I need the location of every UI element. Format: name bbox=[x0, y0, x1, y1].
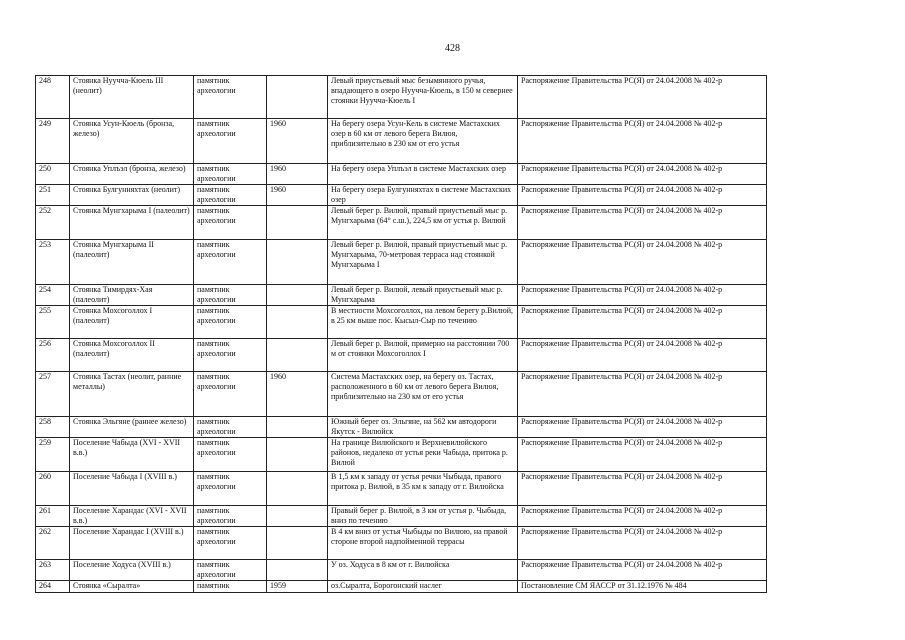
table-row bbox=[36, 285, 767, 306]
cell-number: 252 bbox=[36, 206, 70, 240]
cell-document: Распоряжение Правительства РС(Я) от 24.04.2008 № 402-р bbox=[518, 472, 767, 506]
cell-year bbox=[267, 472, 328, 506]
cell-location: На границе Вилюйского и Верхневилюйского районов, недалеко от устья реки Чабыда, притока р. Вилюй bbox=[328, 438, 518, 472]
page-number: 428 bbox=[445, 43, 460, 54]
cell-name: Стоянка Мунгхарыма I (палеолит) bbox=[70, 206, 194, 240]
cell-year: 1960 bbox=[267, 372, 328, 417]
cell-name: Поселение Чабыда I (XVIII в.) bbox=[70, 472, 194, 506]
cell-year bbox=[267, 560, 328, 581]
cell-location: В местности Мохсоголлох, на левом берегу р.Вилюй, в 25 км выше пос. Кысыл-Сыр по течению bbox=[328, 306, 518, 339]
table-row bbox=[36, 472, 767, 506]
cell-name: Стоянка Эльгяне (раннее железо) bbox=[70, 417, 194, 438]
cell-name: Стоянка Тимирдях-Хая (палеолит) bbox=[70, 285, 194, 306]
table-row bbox=[36, 581, 767, 593]
cell-location: В 4 км вниз от устья Чыбыды по Вилюю, на правой стороне второй надпойменной террасы bbox=[328, 527, 518, 560]
table-row bbox=[36, 240, 767, 285]
table-row bbox=[36, 527, 767, 560]
cell-document: Распоряжение Правительства РС(Я) от 24.04.2008 № 402-р bbox=[518, 417, 767, 438]
cell-name: Стоянка «Сыралта» bbox=[70, 581, 194, 593]
cell-document: Распоряжение Правительства РС(Я) от 24.04.2008 № 402-р bbox=[518, 339, 767, 372]
table-row bbox=[36, 560, 767, 581]
cell-number: 259 bbox=[36, 438, 70, 472]
cell-location: оз.Сыралта, Борогонский наслег bbox=[328, 581, 518, 593]
cell-location: Правый берег р. Вилюй, в 3 км от устья р. Чыбыда, вниз по течению bbox=[328, 506, 518, 527]
cell-year: 1960 bbox=[267, 185, 328, 206]
cell-year bbox=[267, 506, 328, 527]
cell-document: Распоряжение Правительства РС(Я) от 24.04.2008 № 402-р bbox=[518, 119, 767, 164]
cell-document: Распоряжение Правительства РС(Я) от 24.04.2008 № 402-р bbox=[518, 527, 767, 560]
cell-number: 251 bbox=[36, 185, 70, 206]
cell-number: 261 bbox=[36, 506, 70, 527]
cell-document: Распоряжение Правительства РС(Я) от 24.04.2008 № 402-р bbox=[518, 164, 767, 185]
cell-number: 253 bbox=[36, 240, 70, 285]
cell-name: Стоянка Мохсоголлох II (палеолит) bbox=[70, 339, 194, 372]
cell-type: памятник археологии bbox=[194, 560, 267, 581]
cell-location: Левый берег р. Вилюй, примерно на расстоянии 700 м от стоянки Мохсоголлох I bbox=[328, 339, 518, 372]
cell-number: 250 bbox=[36, 164, 70, 185]
cell-type: памятник археологии bbox=[194, 185, 267, 206]
cell-name: Стоянка Булгунняхтах (неолит) bbox=[70, 185, 194, 206]
cell-year bbox=[267, 285, 328, 306]
cell-type: памятник bbox=[194, 581, 267, 593]
cell-type: памятник археологии bbox=[194, 417, 267, 438]
cell-year bbox=[267, 306, 328, 339]
table-row bbox=[36, 417, 767, 438]
table-row bbox=[36, 76, 767, 119]
cell-year bbox=[267, 206, 328, 240]
cell-year: 1960 bbox=[267, 119, 328, 164]
table-row bbox=[36, 339, 767, 372]
cell-number: 260 bbox=[36, 472, 70, 506]
cell-name: Стоянка Уплъэл (бронза, железо) bbox=[70, 164, 194, 185]
cell-number: 249 bbox=[36, 119, 70, 164]
cell-name: Стоянка Мохсоголлох I (палеолит) bbox=[70, 306, 194, 339]
cell-year bbox=[267, 339, 328, 372]
cell-name: Стоянка Нуучча-Кюель III (неолит) bbox=[70, 76, 194, 119]
cell-document: Распоряжение Правительства РС(Я) от 24.04.2008 № 402-р bbox=[518, 306, 767, 339]
cell-location: На берегу озера Усун-Кель в системе Мастахских озер в 60 км от левого берега Вилюя, приблизительно в 230 км от его устья bbox=[328, 119, 518, 164]
cell-location: Левый приустьевый мыс безымянного ручья, впадающего в озеро Нуучча-Кюель, в 150 м севернее стоянки Нуучча-Кюель I bbox=[328, 76, 518, 119]
cell-number: 262 bbox=[36, 527, 70, 560]
cell-name: Поселение Харандас (XVI - XVII в.в.) bbox=[70, 506, 194, 527]
cell-document: Постановление СМ ЯАССР от 31.12.1976 № 484 bbox=[518, 581, 767, 593]
cell-type: памятник археологии bbox=[194, 240, 267, 285]
cell-location: Левый берег р. Вилюй, левый приустьевый мыс р. Мунгхарыма bbox=[328, 285, 518, 306]
cell-type: памятник археологии bbox=[194, 119, 267, 164]
cell-number: 263 bbox=[36, 560, 70, 581]
cell-name: Поселение Харандас I (XVIII в.) bbox=[70, 527, 194, 560]
cell-number: 254 bbox=[36, 285, 70, 306]
cell-location: На берегу озера Уплъэл в системе Мастахских озер bbox=[328, 164, 518, 185]
cell-location: На берегу озера Булгунняхтах в системе Мастахских озер bbox=[328, 185, 518, 206]
cell-year bbox=[267, 240, 328, 285]
cell-type: памятник археологии bbox=[194, 306, 267, 339]
cell-type: памятник археологии bbox=[194, 339, 267, 372]
cell-location: У оз. Ходуса в 8 км от г. Вилюйска bbox=[328, 560, 518, 581]
cell-year: 1959 bbox=[267, 581, 328, 593]
cell-location: Левый берег р. Вилюй, правый приустьевый мыс р. Мунгхарыма (64° с.ш.), 224,5 км от устья р. Вилюй bbox=[328, 206, 518, 240]
cell-name: Поселение Чабыда (XVI - XVII в.в.) bbox=[70, 438, 194, 472]
cell-year bbox=[267, 438, 328, 472]
cell-location: В 1,5 км к западу от устья речки Чыбыда, правого притока р. Вилюй, в 35 км к западу от г. Вилюйска bbox=[328, 472, 518, 506]
table-row bbox=[36, 438, 767, 472]
cell-type: памятник археологии bbox=[194, 206, 267, 240]
cell-number: 256 bbox=[36, 339, 70, 372]
cell-document: Распоряжение Правительства РС(Я) от 24.04.2008 № 402-р bbox=[518, 185, 767, 206]
cell-type: памятник археологии bbox=[194, 164, 267, 185]
cell-number: 264 bbox=[36, 581, 70, 593]
cell-type: памятник археологии bbox=[194, 506, 267, 527]
table-row bbox=[36, 372, 767, 417]
table-row bbox=[36, 306, 767, 339]
cell-document: Распоряжение Правительства РС(Я) от 24.04.2008 № 402-р bbox=[518, 506, 767, 527]
cell-document: Распоряжение Правительства РС(Я) от 24.04.2008 № 402-р bbox=[518, 560, 767, 581]
cell-name: Стоянка Тастах (неолит, ранние металлы) bbox=[70, 372, 194, 417]
table-row bbox=[36, 164, 767, 185]
heritage-registry-table bbox=[35, 75, 767, 593]
cell-name: Стоянка Усун-Кюель (бронза, железо) bbox=[70, 119, 194, 164]
cell-type: памятник археологии bbox=[194, 527, 267, 560]
cell-location: Левый берег р. Вилюй, правый приустьевый мыс р. Мунгхарыма, 70-метровая терраса над стоянкой Мунгхарыма I bbox=[328, 240, 518, 285]
cell-document: Распоряжение Правительства РС(Я) от 24.04.2008 № 402-р bbox=[518, 438, 767, 472]
cell-name: Поселение Ходуса (XVIII в.) bbox=[70, 560, 194, 581]
cell-year bbox=[267, 417, 328, 438]
table-row bbox=[36, 119, 767, 164]
table-row bbox=[36, 206, 767, 240]
cell-number: 248 bbox=[36, 76, 70, 119]
cell-year: 1960 bbox=[267, 164, 328, 185]
cell-number: 257 bbox=[36, 372, 70, 417]
cell-location: Южный берег оз. Эльгяне, на 562 км автодороги Якутск - Вилюйск bbox=[328, 417, 518, 438]
cell-type: памятник археологии bbox=[194, 472, 267, 506]
cell-year bbox=[267, 527, 328, 560]
table-row bbox=[36, 506, 767, 527]
cell-name: Стоянка Мунгхарыма II (палеолит) bbox=[70, 240, 194, 285]
cell-document: Распоряжение Правительства РС(Я) от 24.04.2008 № 402-р bbox=[518, 285, 767, 306]
cell-document: Распоряжение Правительства РС(Я) от 24.04.2008 № 402-р bbox=[518, 206, 767, 240]
cell-location: Система Мастахских озер, на берегу оз. Тастах, расположенного в 60 км от левого берега Вилюя, приблизительно на 230 км от его устья bbox=[328, 372, 518, 417]
cell-document: Распоряжение Правительства РС(Я) от 24.04.2008 № 402-р bbox=[518, 240, 767, 285]
cell-number: 255 bbox=[36, 306, 70, 339]
cell-type: памятник археологии bbox=[194, 76, 267, 119]
cell-document: Распоряжение Правительства РС(Я) от 24.04.2008 № 402-р bbox=[518, 372, 767, 417]
cell-type: памятник археологии bbox=[194, 438, 267, 472]
cell-number: 258 bbox=[36, 417, 70, 438]
cell-year bbox=[267, 76, 328, 119]
table-row bbox=[36, 185, 767, 206]
cell-type: памятник археологии bbox=[194, 372, 267, 417]
cell-document: Распоряжение Правительства РС(Я) от 24.04.2008 № 402-р bbox=[518, 76, 767, 119]
cell-type: памятник археологии bbox=[194, 285, 267, 306]
